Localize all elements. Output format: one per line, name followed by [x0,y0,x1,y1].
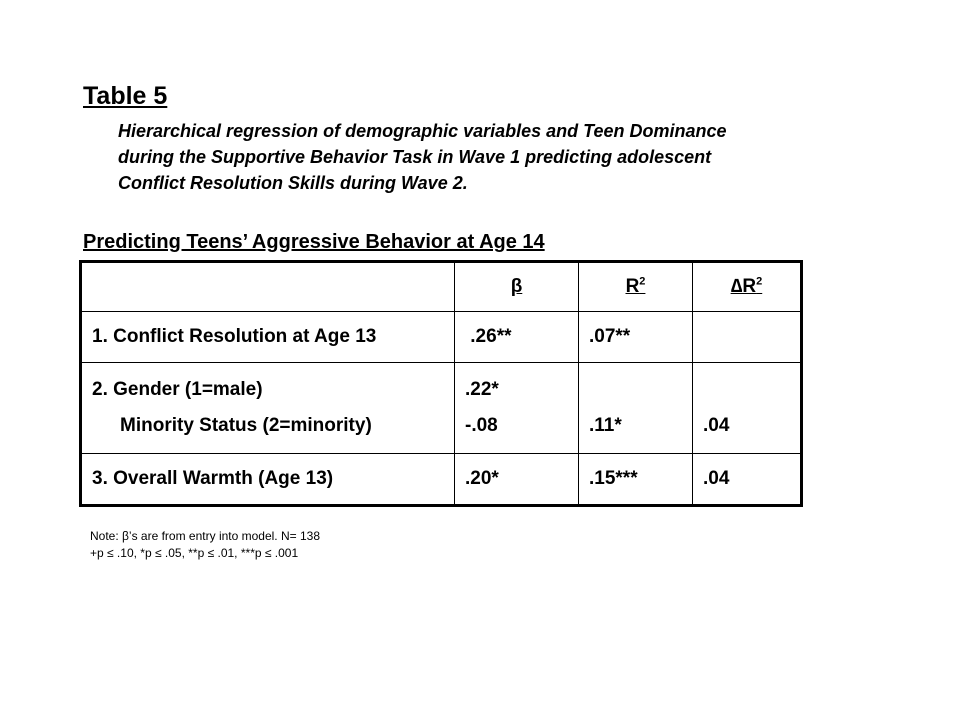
header-delta-r-squared-sup: 2 [756,275,763,288]
header-predictor [81,262,455,312]
row-2-beta-minority: -.08 [465,415,498,436]
header-beta [455,262,579,312]
table-row [81,454,802,506]
header-r-squared-base: R [625,276,640,297]
caption-line-3: Conflict Resolution Skills during Wave 2. [118,173,468,193]
row-1-label: 1. Conflict Resolution at Age 13 [81,312,455,363]
table-note [90,528,320,562]
caption-line-2: during the Supportive Behavior Task in Wave 1 predicting adolescent [118,147,712,167]
header-r-squared [579,262,693,312]
row-2-delta-r-squared-cell [693,363,802,454]
row-3-r-squared: .15*** [579,454,693,506]
row-2-r-squared: .11* [589,415,622,436]
header-r-squared-label [626,276,646,297]
caption-line-1: Hierarchical regression of demographic variables and Teen Dominance [118,121,727,141]
row-2-delta-r-squared: .04 [703,415,730,436]
note-line-1: Note: β’s are from entry into model. N= 138 [90,529,321,543]
row-2-label-minority: Minority Status (2=minority) [120,415,372,436]
row-1-r-squared: .07** [579,312,693,363]
row-2-betas [455,363,579,454]
row-3-delta-r-squared: .04 [693,454,802,506]
header-delta-r-squared-label [731,276,762,297]
header-delta-r-squared [693,262,802,312]
table-title: Table 5 [83,82,168,110]
note-line-2: +p ≤ .10, *p ≤ .05, **p ≤ .01, ***p ≤ .001 [90,546,299,560]
header-row [81,262,802,312]
header-beta-label: β [510,276,523,297]
row-3-label: 3. Overall Warmth (Age 13) [81,454,455,506]
table-row [81,363,802,454]
row-1-beta: .26** [455,312,579,363]
table-subtitle: Predicting Teens’ Aggressive Behavior at Age 14 [83,231,545,253]
row-2-label-gender: 2. Gender (1=male) [92,379,263,400]
row-1-delta-r-squared [693,312,802,363]
table-row [81,312,802,363]
table-caption [118,118,858,196]
row-2-r-squared-spacer [589,372,692,408]
row-2-delta-spacer [703,372,800,408]
row-2-labels [81,363,455,454]
row-3-beta: .20* [455,454,579,506]
row-2-r-squared-cell [579,363,693,454]
row-2-beta-gender: .22* [465,379,499,400]
regression-table [79,260,803,507]
header-delta-r-squared-base: ∆R [730,276,757,297]
header-r-squared-sup: 2 [639,275,646,288]
